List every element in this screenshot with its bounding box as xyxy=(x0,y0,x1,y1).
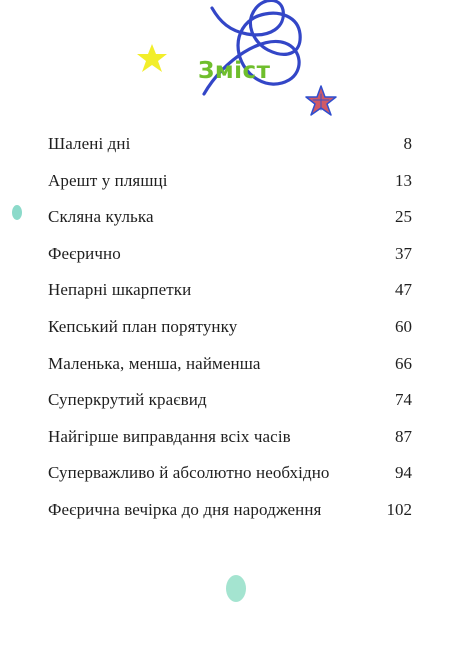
toc-item-title: Суперважливо й абсолютно необхідно xyxy=(48,463,330,483)
toc-item-title: Суперкрутий краєвид xyxy=(48,390,207,410)
toc-item[interactable] xyxy=(48,492,412,529)
toc-item[interactable] xyxy=(48,126,412,163)
swirl-icon xyxy=(186,0,306,110)
contents-title: Зміст xyxy=(198,58,271,84)
toc-item-page-number: 102 xyxy=(386,499,412,519)
toc-item-title: Маленька, менша, найменша xyxy=(48,353,261,373)
toc-item-title: Найгірше виправдання всіх часів xyxy=(48,426,291,446)
toc-item-page-number: 87 xyxy=(395,426,412,446)
toc-item-page-number: 60 xyxy=(395,316,412,336)
star-icon xyxy=(304,84,338,118)
toc-item-title: Кепський план порятунку xyxy=(48,316,238,336)
toc-item-page-number: 25 xyxy=(395,207,412,227)
toc-item-page-number: 94 xyxy=(395,463,412,483)
toc-item-page-number: 37 xyxy=(395,243,412,263)
toc-item[interactable] xyxy=(48,382,412,419)
toc-item-page-number: 74 xyxy=(395,390,412,410)
toc-item-page-number: 13 xyxy=(395,170,412,190)
toc-item[interactable] xyxy=(48,163,412,200)
toc-item[interactable] xyxy=(48,346,412,383)
toc-item-title: Скляна кулька xyxy=(48,207,154,227)
toc-item[interactable] xyxy=(48,309,412,346)
toc-item-title: Арешт у пляшці xyxy=(48,170,168,190)
table-of-contents xyxy=(48,126,412,529)
toc-item[interactable] xyxy=(48,236,412,273)
toc-item-page-number: 8 xyxy=(403,134,412,153)
toc-item[interactable] xyxy=(48,272,412,309)
decorative-dot xyxy=(226,575,246,602)
toc-item-title: Феєрично xyxy=(48,243,121,263)
toc-item-title: Шалені дні xyxy=(48,134,131,153)
toc-item-title: Феєрична вечірка до дня народження xyxy=(48,499,322,519)
decorative-dot xyxy=(12,205,22,220)
toc-item[interactable] xyxy=(48,199,412,236)
toc-item-page-number: 66 xyxy=(395,353,412,373)
star-icon xyxy=(136,42,168,74)
toc-item[interactable] xyxy=(48,455,412,492)
toc-item[interactable] xyxy=(48,419,412,456)
toc-item-title: Непарні шкарпетки xyxy=(48,280,192,300)
toc-item-page-number: 47 xyxy=(395,280,412,300)
